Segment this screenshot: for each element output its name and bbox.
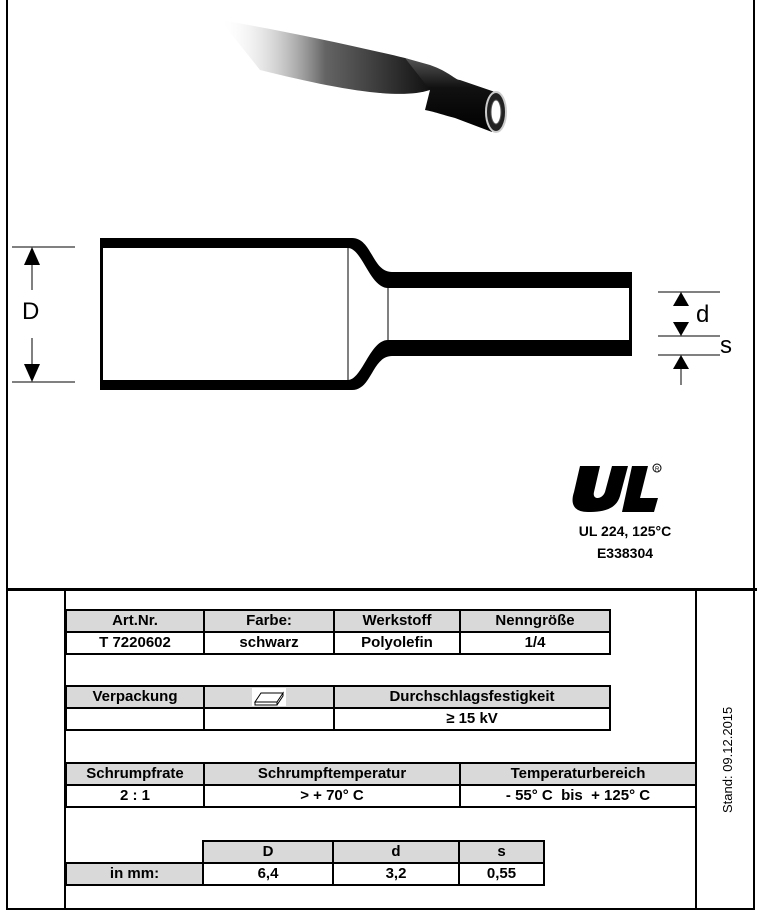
row-label-in-mm: in mm:	[66, 863, 203, 885]
ul-standard: UL 224, 125°C	[578, 523, 672, 539]
value-temperaturbereich: - 55° C bis + 125° C	[460, 785, 696, 807]
value-verpackung	[66, 708, 204, 730]
packaging-icon-cell	[204, 686, 334, 708]
product-info-table	[65, 609, 611, 655]
value-schrumpfrate: 2 : 1	[66, 785, 204, 807]
ul-file-number: E338304	[596, 545, 654, 561]
stand-date: Stand: 09.12.2015	[720, 706, 735, 813]
shrink-table	[65, 762, 697, 808]
technical-drawing	[0, 230, 763, 400]
value-werkstoff: Polyolefin	[334, 632, 460, 654]
empty-corner-cell	[66, 841, 203, 863]
header-werkstoff: Werkstoff	[334, 610, 460, 632]
ul-recognized-component-icon	[572, 462, 667, 516]
box-icon	[252, 688, 286, 706]
ul-certification-text	[540, 520, 710, 564]
header-durchschlagsfestigkeit: Durchschlagsfestigkeit	[334, 686, 610, 708]
dimension-label-d: d	[696, 301, 710, 328]
dimensions-table	[65, 840, 545, 886]
header-farbe: Farbe:	[204, 610, 334, 632]
header-verpackung: Verpackung	[66, 686, 204, 708]
header-s: s	[459, 841, 544, 863]
value-D: 6,4	[203, 863, 333, 885]
dimension-label-s: s	[720, 332, 732, 359]
header-nenngroesse: Nenngröße	[460, 610, 610, 632]
value-art-nr: T 7220602	[66, 632, 204, 654]
value-packaging-icon	[204, 708, 334, 730]
value-farbe: schwarz	[204, 632, 334, 654]
value-d: 3,2	[333, 863, 459, 885]
product-photo	[200, 10, 520, 140]
header-art-nr: Art.Nr.	[66, 610, 204, 632]
dimension-label-D: D	[22, 298, 40, 325]
header-schrumpfrate: Schrumpfrate	[66, 763, 204, 785]
value-nenngroesse: 1/4	[460, 632, 610, 654]
header-schrumpftemperatur: Schrumpftemperatur	[204, 763, 460, 785]
svg-text:R: R	[655, 467, 660, 473]
header-d: d	[333, 841, 459, 863]
value-schrumpftemperatur: > + 70° C	[204, 785, 460, 807]
value-durchschlagsfestigkeit: ≥ 15 kV	[334, 708, 610, 730]
header-temperaturbereich: Temperaturbereich	[460, 763, 696, 785]
header-D: D	[203, 841, 333, 863]
packaging-table	[65, 685, 611, 731]
value-s: 0,55	[459, 863, 544, 885]
